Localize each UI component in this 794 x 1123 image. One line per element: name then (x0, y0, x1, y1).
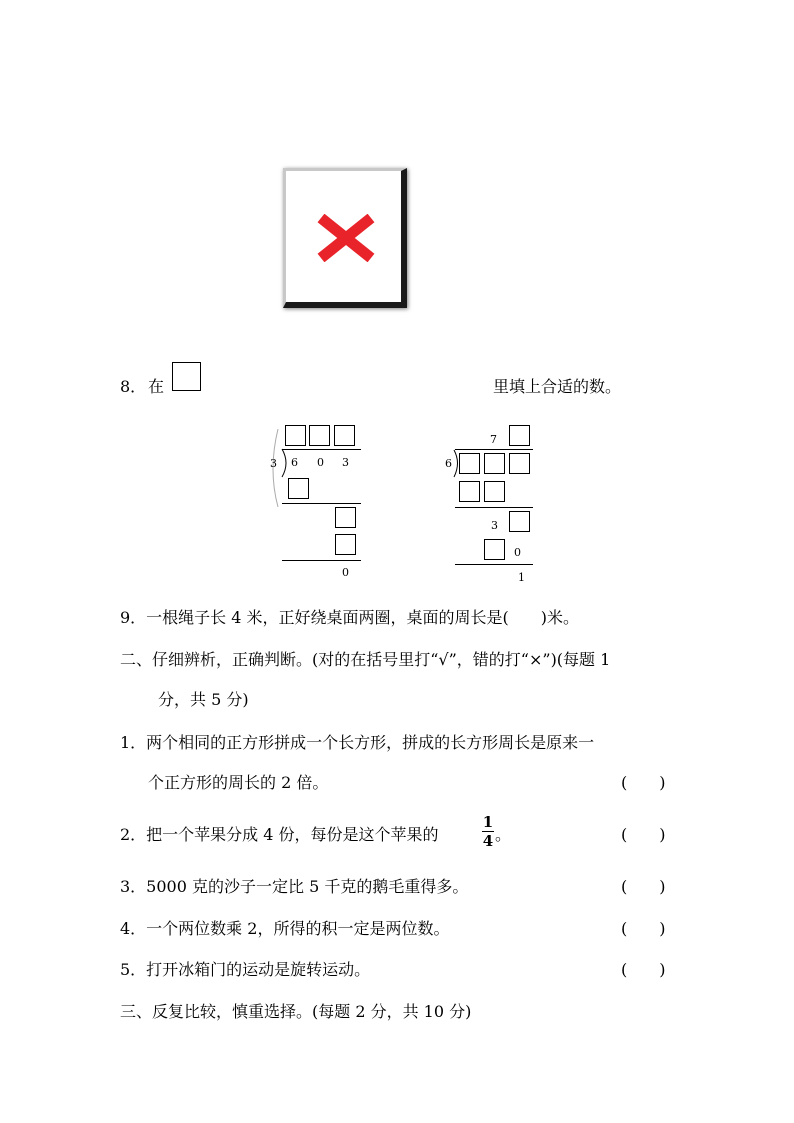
division-bar (455, 449, 533, 450)
divisor-label: 3 (270, 457, 277, 470)
product-box[interactable] (484, 539, 505, 560)
quotient-box[interactable] (334, 425, 355, 446)
partial-digit: 3 (491, 519, 498, 532)
difference-box[interactable] (509, 511, 530, 532)
product-box[interactable] (459, 481, 480, 502)
answer-parentheses[interactable]: ( ) (621, 825, 666, 844)
q8-number: 8． (120, 377, 147, 396)
dividend-box[interactable] (509, 453, 530, 474)
item2-period: 。 (495, 825, 512, 844)
product-digit: 0 (514, 546, 521, 559)
section2-title: 二、仔细辨析，正确判断。(对的在括号里打“√”，错的打“×”)(每题 1 (120, 650, 611, 669)
item2-text: 2．把一个苹果分成 4 份，每份是这个苹果的 (120, 825, 439, 844)
dividend-box[interactable] (459, 453, 480, 474)
dividend-digit: 0 (317, 456, 324, 469)
division-bar (282, 449, 361, 450)
fraction-denominator: 4 (482, 832, 494, 850)
product-box[interactable] (335, 534, 356, 555)
fraction-numerator: 1 (482, 813, 494, 831)
answer-parentheses[interactable]: ( ) (621, 773, 666, 792)
remainder-label: 0 (342, 566, 349, 579)
answer-parentheses[interactable]: ( ) (621, 877, 666, 896)
fraction-one-quarter (482, 814, 494, 849)
broken-image-placeholder (283, 168, 407, 308)
item3-text: 3．5000 克的沙子一定比 5 千克的鹅毛重得多。 (120, 877, 469, 896)
item4-text: 4．一个两位数乘 2，所得的积一定是两位数。 (120, 919, 450, 938)
dividend-digit: 3 (342, 456, 349, 469)
subtraction-line (455, 564, 533, 565)
product-box[interactable] (288, 478, 309, 499)
quotient-box[interactable] (309, 425, 330, 446)
section3-title: 三、反复比较，慎重选择。(每题 2 分，共 10 分) (120, 1002, 472, 1021)
quotient-digit: 7 (490, 433, 497, 446)
q8-suffix: 里填上合适的数。 (493, 377, 622, 396)
difference-box[interactable] (335, 507, 356, 528)
section2-title-cont: 分，共 5 分) (158, 690, 249, 709)
item1-text: 1．两个相同的正方形拼成一个长方形，拼成的长方形周长是原来一 (120, 733, 595, 752)
q8-blank-box-icon (172, 362, 201, 391)
item1-text-cont: 个正方形的周长的 2 倍。 (148, 773, 329, 792)
product-box[interactable] (484, 481, 505, 502)
dividend-box[interactable] (484, 453, 505, 474)
divisor-label: 6 (445, 457, 452, 470)
answer-parentheses[interactable]: ( ) (621, 960, 666, 979)
q8-prefix: 在 (148, 377, 165, 396)
subtraction-line (282, 560, 361, 561)
answer-parentheses[interactable]: ( ) (621, 919, 666, 938)
subtraction-line (282, 503, 361, 504)
subtraction-line (455, 507, 533, 508)
error-x-icon (315, 214, 377, 262)
q9-text: 9．一根绳子长 4 米，正好绕桌面两圈，桌面的周长是( )米。 (120, 608, 580, 627)
quotient-box[interactable] (509, 425, 530, 446)
remainder-label: 1 (518, 571, 525, 584)
item5-text: 5．打开冰箱门的运动是旋转运动。 (120, 960, 371, 979)
dividend-digit: 6 (291, 456, 298, 469)
